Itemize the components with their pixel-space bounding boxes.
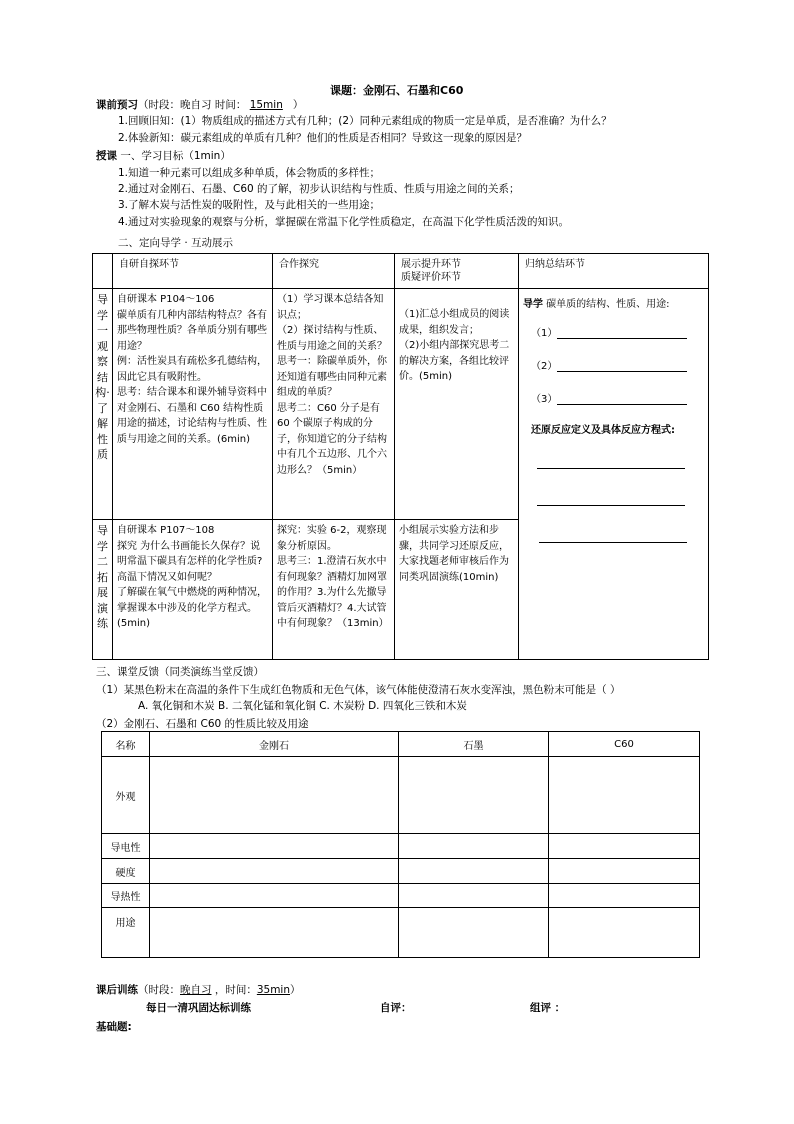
guide-header-coop: 合作探究	[273, 254, 395, 289]
summary-redox: 还原反应定义及具体反应方程式:	[531, 425, 675, 436]
guide-header-sum: 归纳总结环节	[519, 254, 709, 289]
guide-row2-label: 导学二拓展演练	[93, 520, 113, 660]
goal-3: 3.了解木炭与活性炭的吸附性，及与此相关的一些用途；	[118, 199, 381, 211]
compare-cell[interactable]	[150, 834, 399, 859]
after-close: ）	[290, 984, 301, 996]
compare-cell[interactable]	[150, 908, 399, 958]
page-title: 课题：金刚石、石墨和C60	[330, 84, 464, 97]
daily-training: 每日一清巩固达标训练	[146, 1002, 251, 1014]
compare-cell[interactable]	[399, 859, 549, 884]
feedback-q1: （1）某黑色粉末在高温的条件下生成红色物质和无色气体，该气体能使澄清石灰水变浑浊，黑色粉末可能是（ ）	[96, 684, 621, 696]
guide-table	[92, 253, 709, 660]
summary-item-3: （3）	[531, 394, 558, 405]
compare-row-conductivity: 导电性	[102, 834, 150, 859]
preview-close: ）	[292, 99, 304, 111]
self-eval: 自评：	[380, 1002, 412, 1014]
compare-cell[interactable]	[399, 884, 549, 908]
compare-cell[interactable]	[549, 908, 700, 958]
summary-item-2: （2）	[531, 361, 558, 372]
summary-text: 碳单质的结构、性质、用途:	[543, 299, 670, 310]
guide-row1-coop: （1）学习课本总结各知识点； （2）探讨结构与性质、性质与用途之间的关系？ 思考一：除碳单质外，你还知道有哪些由同种元素组成的单质？ 思考二：C60 分子是有 60 个碳原子构成的分子，你知道它的分子结构中有几个五边形、几个六边形么？（5min）	[273, 289, 395, 520]
goal-1: 1.知道一种元素可以组成多种单质，体会物质的多样性；	[118, 167, 381, 179]
preview-label: 课前预习	[96, 99, 138, 111]
preview-line	[96, 97, 303, 112]
compare-row-usage: 用途	[102, 908, 150, 958]
group-eval: 组评 ：	[530, 1002, 566, 1014]
compare-row-thermal: 导热性	[102, 884, 150, 908]
compare-cell[interactable]	[549, 834, 700, 859]
basic-questions: 基础题:	[96, 1021, 132, 1033]
preview-q2: 2.体验新知：碳元素组成的单质有几种？他们的性质是否相同？导致这一现象的原因是？	[118, 132, 528, 144]
after-label: 课后训练	[96, 984, 138, 996]
summary-item-1: （1）	[531, 328, 558, 339]
guide-row1-label: 导学一观察结构·了解性质	[93, 289, 113, 520]
summary-blank-2[interactable]	[557, 371, 687, 372]
after-time: 35min	[256, 984, 291, 996]
compare-cell[interactable]	[150, 884, 399, 908]
feedback-title: 三、课堂反馈（同类演练当堂反馈）	[96, 666, 264, 678]
compare-header-graphite: 石墨	[399, 732, 549, 757]
compare-header-c60: C60	[549, 732, 700, 757]
compare-cell[interactable]	[150, 757, 399, 834]
summary-label: 导学	[523, 299, 543, 310]
compare-table	[101, 731, 700, 958]
guide-row1-show: （1)汇总小组成员的阅读成果，组织发言； （2)小组内部探究思考二的解决方案，各组比较评价。(5min)	[395, 289, 519, 520]
after-meta: （时段：	[138, 984, 180, 996]
lesson-label: 授课	[96, 150, 117, 162]
lesson-section2: 二、定向导学 · 互动展示	[118, 237, 234, 249]
redox-blank-3[interactable]	[539, 542, 687, 543]
compare-row-hardness: 硬度	[102, 859, 150, 884]
compare-cell[interactable]	[399, 908, 549, 958]
goal-4: 4.通过对实验现象的观察与分析，掌握碳在常温下化学性质稳定，在高温下化学性质活泼的知识。	[118, 216, 570, 228]
compare-cell[interactable]	[549, 757, 700, 834]
after-mid: ，时间：	[214, 984, 257, 996]
feedback-options: A. 氧化铜和木炭 B. 二氧化锰和氧化铜 C. 木炭粉 D. 四氧化三铁和木炭	[138, 700, 467, 712]
compare-cell[interactable]	[150, 859, 399, 884]
guide-row1-self: 自研课本 P104～106 碳单质有几种内部结构特点？各有那些物理性质？各单质分别有哪些用途？ 例：活性炭具有疏松多孔德结构，因此它具有吸附性。 思考：结合课本和课外辅导资料中对金刚石、石墨和 C60 结构性质用途的描述，讨论结构与性质、性质与用途之间的关系。(6min)	[113, 289, 273, 520]
guide-header-show: 展示提升环节 质疑评价环节	[395, 254, 519, 289]
compare-cell[interactable]	[549, 884, 700, 908]
compare-cell[interactable]	[399, 834, 549, 859]
guide-row2-self: 自研课本 P107～108 探究 为什么书画能长久保存？说明常温下碳具有怎样的化学性质?高温下情况又如何呢？ 了解碳在氧气中燃烧的两种情况，掌握课本中涉及的化学方程式。(5min)	[113, 520, 273, 660]
summary-blank-1[interactable]	[557, 338, 687, 339]
after-period: 晚自习	[180, 984, 212, 996]
goal-2: 2.通过对金刚石、石墨、C60 的了解，初步认识结构与性质、性质与用途之间的关系；	[118, 183, 520, 195]
compare-header-name: 名称	[102, 732, 150, 757]
feedback-q2: （2）金刚石、石墨和 C60 的性质比较及用途	[96, 718, 309, 730]
summary-blank-3[interactable]	[557, 404, 687, 405]
lesson-section1: 一、学习目标（1min）	[120, 150, 231, 162]
guide-row2-show: 小组展示实验方法和步骤，共同学习还原反应，大家找题老师审核后作为同类巩固演练(10min)	[395, 520, 519, 660]
compare-cell[interactable]	[399, 757, 549, 834]
guide-header-self: 自研自探环节	[113, 254, 273, 289]
lesson-line	[96, 148, 231, 163]
compare-header-diamond: 金刚石	[150, 732, 399, 757]
after-line	[96, 982, 301, 997]
redox-blank-2[interactable]	[537, 505, 685, 506]
guide-summary-cell	[519, 289, 709, 660]
preview-meta: （时段：晚自习 时间：	[138, 99, 247, 111]
guide-header-blank	[93, 254, 113, 289]
preview-q1: 1.回顾旧知：(1）物质组成的描述方式有几种；(2）同种元素组成的物质一定是单质，是否准确？为什么？	[118, 115, 612, 127]
compare-cell[interactable]	[549, 859, 700, 884]
preview-time: 15min	[249, 99, 283, 111]
guide-row2-coop: 探究：实验 6-2，观察现象分析原因。 思考三：1.澄清石灰水中有何现象？酒精灯加网罩的作用？3.为什么先撤导管后灭酒精灯？4.大试管中有何现象？（13min）	[273, 520, 395, 660]
redox-blank-1[interactable]	[537, 468, 685, 469]
compare-row-appearance: 外观	[102, 757, 150, 834]
